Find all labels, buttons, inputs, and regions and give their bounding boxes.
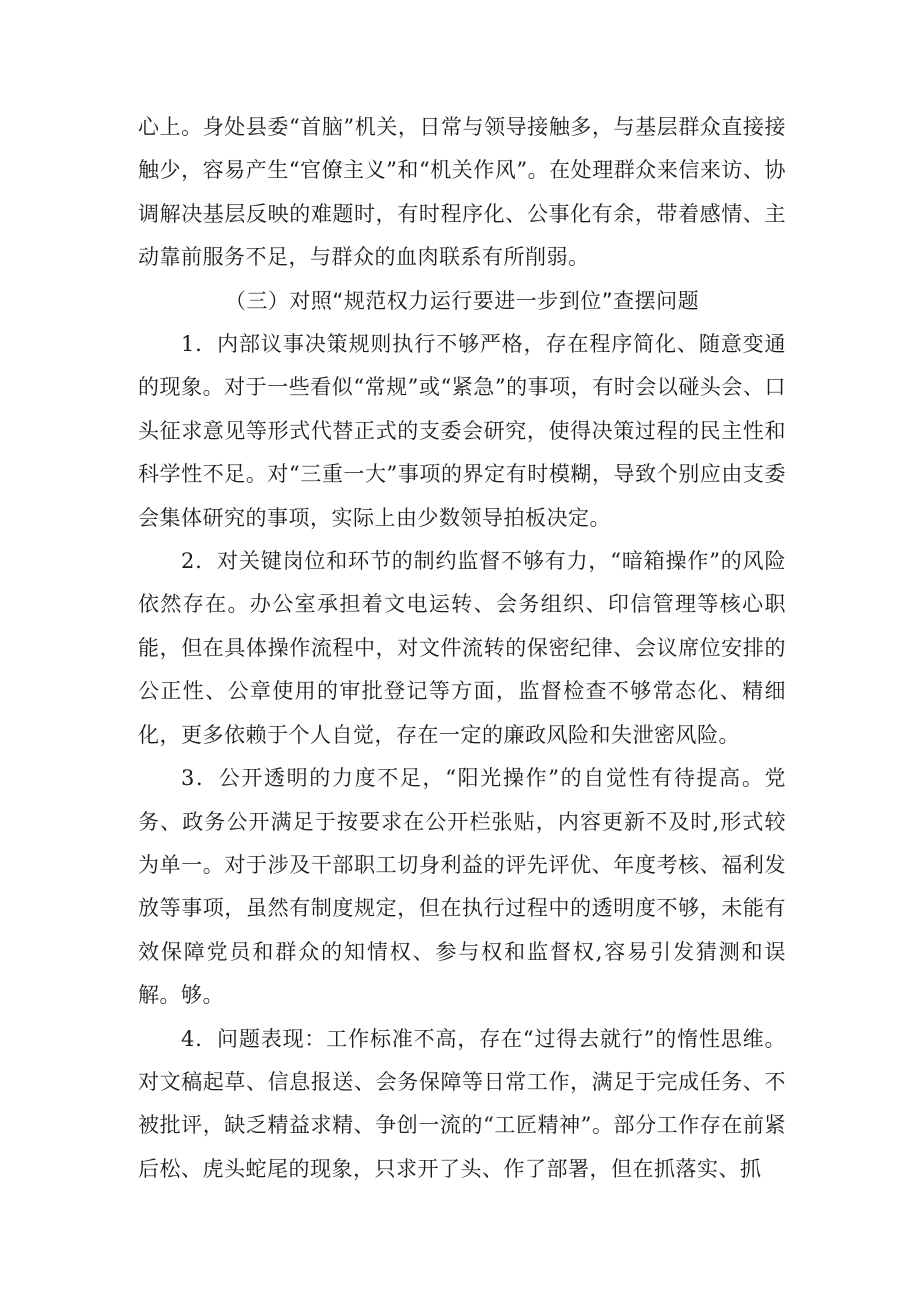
section-heading: （三）对照“规范权力运行要进一步到位”查摆问题: [224, 288, 700, 313]
paragraph-item-2: 2．对关键岗位和环节的制约监督不够有力，“暗箱操作”的风险依然存在。办公室承担着文电运转、会务组织、印信管理等核心职能，但在具体操作流程中，对文件流转的保密纪律、会议席位安排的公正性、公章使用的审批登记等方面，监督检查不够常态化、精细化，更多依赖于个人自觉，存在一定的廉政风险和失泄密风险。: [138, 549, 786, 747]
intro-continuation-paragraph: 心上。身处县委“首脑”机关，日常与领导接触多，与基层群众直接接触少，容易产生“官僚主义”和“机关作风”。在处理群众来信来访、协调解决基层反映的难题时，有时程序化、公事化有余，带着感情、主动靠前服务不足，与群众的血肉联系有所削弱。: [138, 115, 786, 270]
paragraph-item-1: 1．内部议事决策规则执行不够严格，存在程序简化、随意变通的现象。对于一些看似“常规”或“紧急”的事项，有时会以碰头会、口头征求意见等形式代替正式的支委会研究，使得决策过程的民主性和科学性不足。对“三重一大”事项的界定有时模糊，导致个别应由支委会集体研究的事项，实际上由少数领导拍板决定。: [138, 332, 786, 530]
document-page: [138, 106, 786, 1191]
paragraph-item-3: 3．公开透明的力度不足，“阳光操作”的自觉性有待提高。党务、政务公开满足于按要求在公开栏张贴，内容更新不及时,形式较为单一。对于涉及干部职工切身利益的评先评优、年度考核、福利发放等事项，虽然有制度规定，但在执行过程中的透明度不够，未能有效保障党员和群众的知情权、参与权和监督权,容易引发猜测和误解。够。: [138, 766, 786, 1008]
paragraph-item-4: 4．问题表现：工作标准不高，存在“过得去就行”的惰性思维。对文稿起草、信息报送、会务保障等日常工作，满足于完成任务、不被批评，缺乏精益求精、争创一流的“工匠精神”。部分工作存在前紧后松、虎头蛇尾的现象，只求开了头、作了部署，但在抓落实、抓: [138, 1026, 786, 1181]
